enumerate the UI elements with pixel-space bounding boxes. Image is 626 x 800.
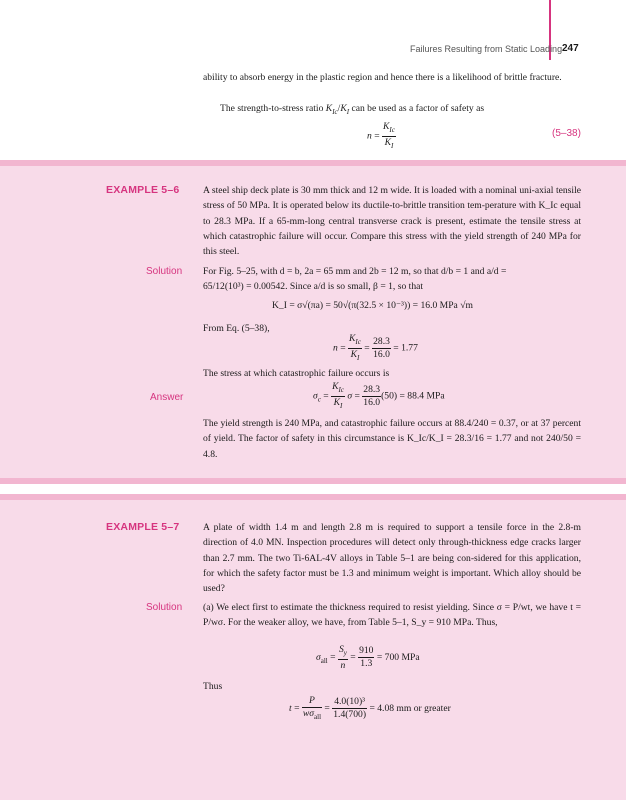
from-eq-text: From Eq. (5–38), [203,323,270,334]
example-5-6-problem: A steel ship deck plate is 30 mm thick and 12 m wide. It is loaded with a nominal uni-axial tensile stress of 50 MPa. It is operated below its ductile-to-brittle transition tem-perature with K_Ic equal to 28.3 MPa. If a 65-mm-long central transverse crack is present, estimate the tensile stress at which catastrophic failure will occur. Compare this stress with the yield strength of 240 MPa for this steel. [203,185,581,258]
example-5-7-label: EXAMPLE 5–7 [106,521,180,533]
intro-ratio-paragraph: The strength-to-stress ratio $K_{Ic}/K_I$ can be used as a factor of safety as [220,103,485,116]
page-number: 247 [562,43,579,54]
equation-number: (5–38) [552,128,581,139]
running-title: Failures Resulting from Static Loading [410,44,563,54]
intro-paragraph: ability to absorb energy in the plastic region and hence there is a likelihood of brittle fracture. [203,72,562,83]
equation-KI: K_I = σ√(πa) = 50√(π(32.5 × 10⁻³)) = 16.0 MPa √m [272,300,473,311]
equation-sigma-all: $\sigma_{all}$ = $\frac{S_y}{n}$ = $\frac{910}{1.3}$ = 700 MPa [316,644,420,671]
example-5-7-solution-text: (a) We elect first to estimate the thickness required to resist yielding. Since σ = P/wt, we have t = P/wσ. For the weaker alloy, we have, from Table 5–1, S_y = 910 MPa. Thus, [203,602,581,629]
example-bottom-rule [0,478,626,484]
solution-label-2: Solution [146,602,183,613]
equation-5-38: n = $\frac{K_{Ic}}{K_I}$ [367,121,395,150]
example-5-6-label: EXAMPLE 5–6 [106,184,180,196]
equation-t: t = $\frac{P}{w\sigma_{all}}$ = $\frac{\text{4.0(10)³}}{1.4(700)}$ = 4.08 mm or greater [289,695,451,721]
solution-label: Solution [146,266,183,277]
example-5-6-conclusion: The yield strength is 240 MPa, and catastrophic failure occurs at 88.4/240 = 0.37, or at 37 percent of yield. The factor of safety in this circumstance is K_Ic/K_I = 28.3/16 = 1.77 and not 240/50 = 4.8. [203,418,581,460]
equation-sigma-c: $\sigma_c$ = $\frac{K_{Ic}}{K_I}$ σ = $\frac{28.3}{16.0}$ (50) = 88.4 MPa [313,381,445,410]
solution-line-2: 65/12(10³) = 0.00542. Since a/d is so small, β = 1, so that [203,281,424,292]
solution-line-1: For Fig. 5–25, with d = b, 2a = 65 mm and 2b = 12 m, so that d/b = 1 and a/d = [203,266,507,277]
example-5-7-problem: A plate of width 1.4 m and length 2.8 m is required to support a tensile force in the 2.8-m direction of 4.0 MN. Inspection procedures will detect only through-thickness edge cracks larger than 2.7 mm. The two Ti-6AL-4V alloys in Table 5–1 are being con-sidered for this application, for which the safety factor must be 1.3 and minimum weight is important. Which alloy should be used? [203,522,581,595]
stress-text: The stress at which catastrophic failure occurs is [203,368,390,379]
equation-n: n = $\frac{K_{Ic}}{K_I}$ = $\frac{28.3}{16.0}$ = 1.77 [333,333,418,362]
thus-text: Thus [203,681,223,692]
answer-label: Answer [150,392,184,403]
